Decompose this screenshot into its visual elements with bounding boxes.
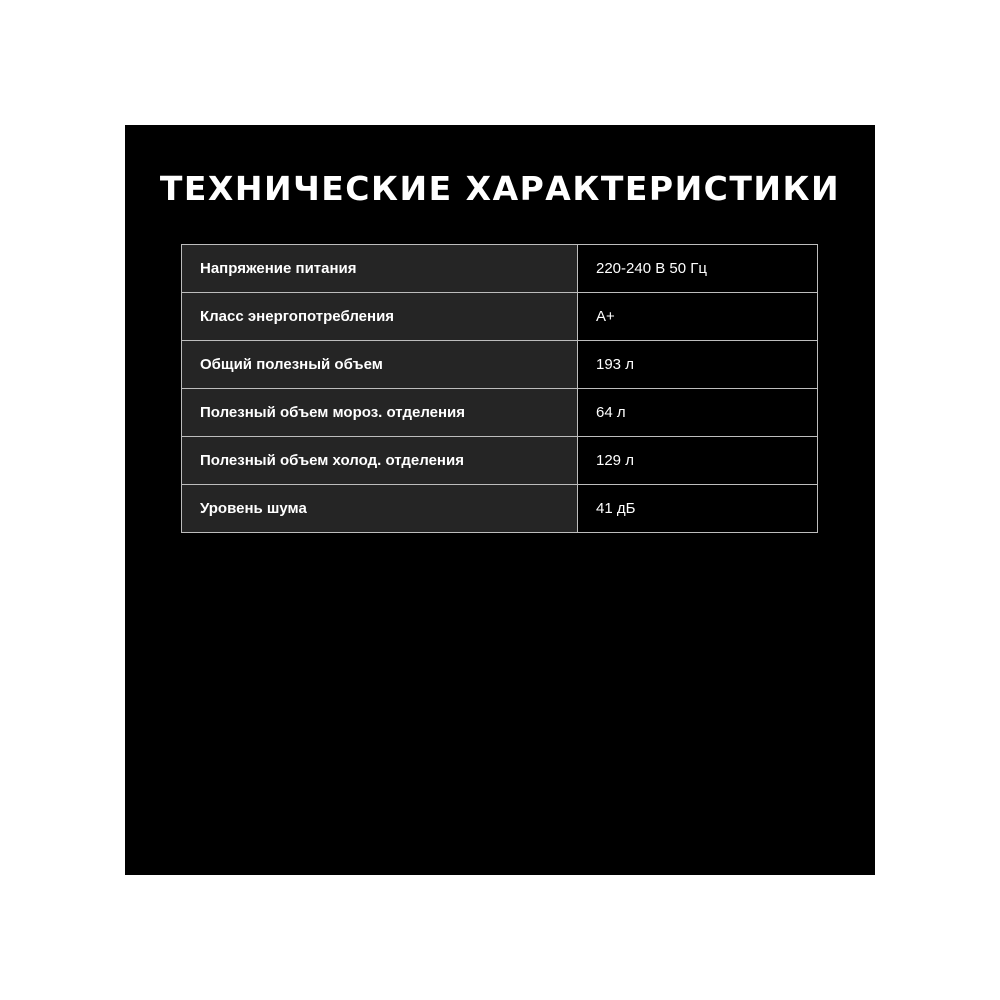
spec-value: 41 дБ [578, 485, 818, 533]
spec-value: 64 л [578, 389, 818, 437]
spec-value: 193 л [578, 341, 818, 389]
table-row [182, 437, 818, 485]
page-title: ТЕХНИЧЕСКИЕ ХАРАКТЕРИСТИКИ [159, 169, 841, 208]
specs-panel [125, 125, 875, 875]
spec-label: Класс энергопотребления [182, 293, 578, 341]
table-row [182, 389, 818, 437]
spec-label: Полезный объем мороз. отделения [182, 389, 578, 437]
table-row [182, 245, 818, 293]
spec-label: Уровень шума [182, 485, 578, 533]
spec-value: A+ [578, 293, 818, 341]
specs-table [181, 244, 818, 533]
spec-label: Общий полезный объем [182, 341, 578, 389]
spec-label: Полезный объем холод. отделения [182, 437, 578, 485]
table-row [182, 293, 818, 341]
table-row [182, 485, 818, 533]
table-row [182, 341, 818, 389]
spec-label: Напряжение питания [182, 245, 578, 293]
spec-value: 129 л [578, 437, 818, 485]
spec-value: 220-240 В 50 Гц [578, 245, 818, 293]
